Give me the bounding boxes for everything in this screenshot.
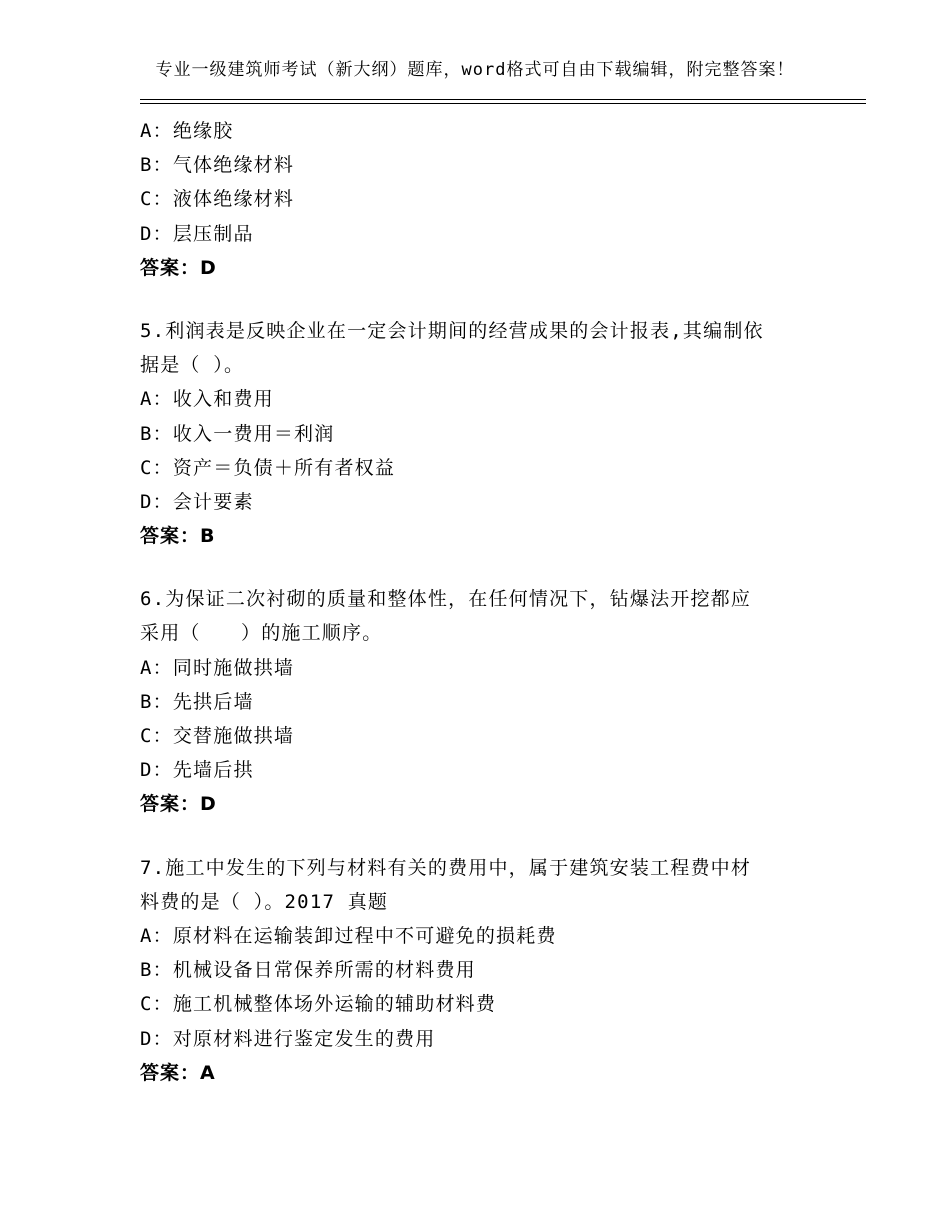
- option-d: D：对原材料进行鉴定发生的费用: [140, 1027, 436, 1050]
- option-b: B：先拱后墙: [140, 690, 254, 713]
- option-c: C：液体绝缘材料: [140, 188, 295, 211]
- question-block-5: [140, 314, 820, 553]
- question-stem-line-1: 7.施工中发生的下列与材料有关的费用中，属于建筑安装工程费中材: [140, 856, 752, 879]
- option-a: A：同时施做拱墙: [140, 656, 295, 679]
- header-divider-bottom: [140, 103, 866, 104]
- option-a: A：收入和费用: [140, 388, 274, 411]
- option-c: C：交替施做拱墙: [140, 725, 295, 747]
- question-list: [140, 114, 820, 1090]
- option-b: B：机械设备日常保养所需的材料费用: [140, 959, 476, 982]
- option-d: D：先墙后拱: [140, 759, 254, 782]
- answer-label: 答案：B: [140, 525, 216, 548]
- page-header: 专业一级建筑师考试（新大纲）题库，word格式可自由下载编辑，附完整答案！: [155, 60, 795, 80]
- option-a: A：原材料在运输装卸过程中不可避免的损耗费: [140, 924, 557, 947]
- header-divider-top: [140, 99, 866, 100]
- option-d: D：会计要素: [140, 490, 254, 513]
- option-c: C：资产＝负债＋所有者权益: [140, 456, 396, 479]
- question-block-7: [140, 851, 820, 1090]
- option-d: D：层压制品: [140, 222, 254, 245]
- answer-label: 答案：D: [140, 256, 217, 279]
- answer-label: 答案：A: [140, 1061, 216, 1084]
- question-stem-line-2: 料费的是（ ）。2017 真题: [140, 890, 389, 913]
- question-stem-line-2: 据是（ ）。: [140, 354, 245, 377]
- question-stem-line-1: 6.为保证二次衬砌的质量和整体性，在任何情况下，钻爆法开挖都应: [140, 588, 752, 611]
- question-block-prev: [140, 114, 820, 285]
- answer-label: 答案：D: [140, 793, 217, 816]
- option-a: A：绝缘胶: [140, 120, 234, 142]
- option-b: B：收入一费用＝利润: [140, 422, 335, 445]
- option-b: B：气体绝缘材料: [140, 154, 295, 177]
- question-block-6: [140, 582, 820, 821]
- question-stem-line-2: 采用（ ）的施工顺序。: [140, 622, 383, 645]
- question-stem-line-1: 5.利润表是反映企业在一定会计期间的经营成果的会计报表,其编制依: [140, 319, 764, 342]
- option-c: C：施工机械整体场外运输的辅助材料费: [140, 993, 497, 1016]
